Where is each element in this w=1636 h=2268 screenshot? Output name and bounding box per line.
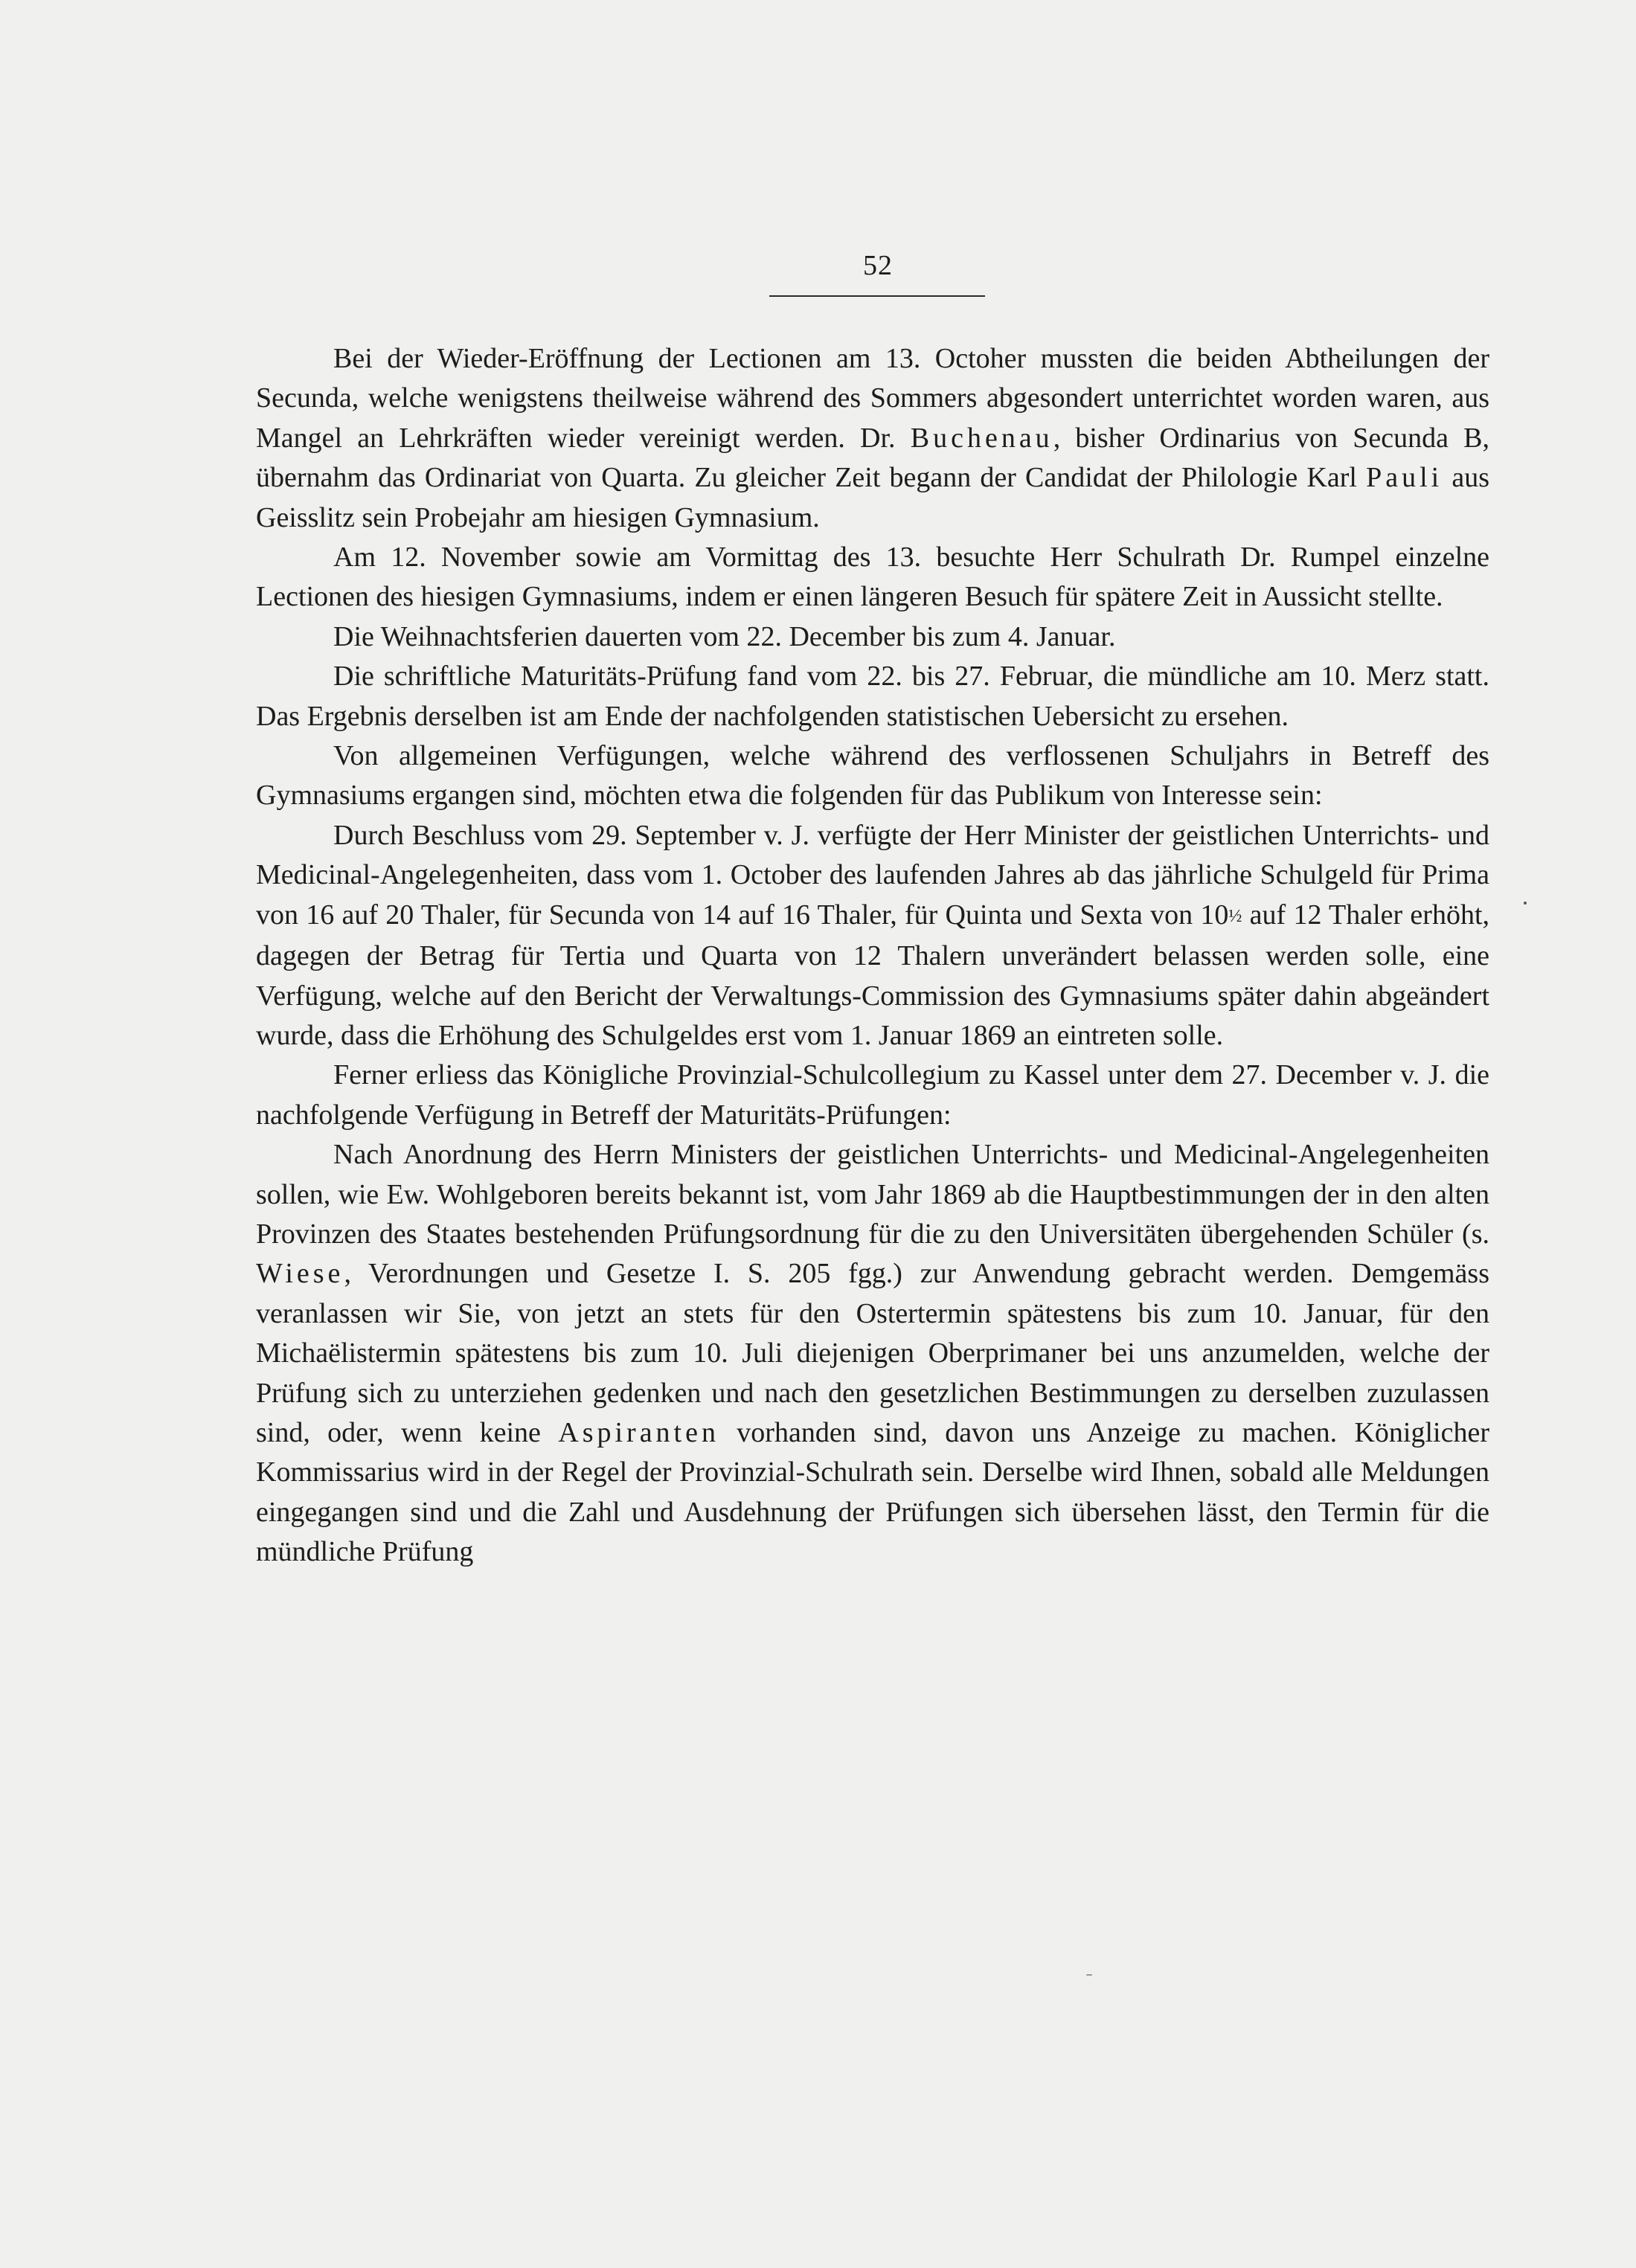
paragraph-exam: Die schriftliche Maturitäts-Prüfung fand vom 22. bis 27. Februar, die mündliche am 10. Merz statt. Das Ergebnis derselben ist am Ende der nachfolgenden statistischen Uebersicht zu ersehen. <box>256 661 1489 732</box>
text-run: Durch Beschluss vom 29. September v. J. verfügte der Herr Minister der geistlichen Unterrichts- und Medicinal-Angelegenheiten, dass vom 1. October des laufenden Jahres ab das jährliche Schulgeld für Prima von 16 auf 20 Thaler, für Secunda von 14 auf 16 Thaler, für Quinta und Sexta von 10 <box>256 819 1489 931</box>
scan-speck <box>1086 1974 1092 1976</box>
text-run: Nach Anordnung des Herrn Ministers der geistlichen Unterrichts- und Medicinal-Angelegenheiten sollen, wie Ew. Wohlgeboren bereits bekannt ist, vom Jahr 1869 ab die Hauptbestimmungen der in den alten Provinzen des Staates bestehenden Prüfungsordnung für die zu den Universitäten übergehenden Schüler (s. <box>256 1139 1489 1250</box>
body-text <box>256 339 1489 1572</box>
scan-speck <box>1524 902 1527 905</box>
paragraph-collegium-decree: Ferner erliess das Königliche Provinzial-Schulcollegium zu Kassel unter dem 27. December v. J. die nachfolgende Verfügung in Betreff der Maturitäts-Prüfungen: <box>256 1059 1489 1131</box>
text-run: auf 12 Thaler erhöht, dagegen der Betrag für Tertia und Quarta von 12 Thalern unverändert belassen werden solle, eine Verfügung, welche auf den Bericht der Verwaltungs-Commission des Gymnasiums später dahin abgeändert wurde, dass die Erhöhung des Schulgeldes erst vom 1. Januar 1869 an eintreten solle. <box>256 899 1489 1051</box>
paragraph-decree-text <box>256 1135 1489 1572</box>
paragraph-holidays: Die Weihnachtsferien dauerten vom 22. December bis zum 4. Januar. <box>333 620 1116 652</box>
page-number: 52 <box>863 250 893 281</box>
text-run: , Verordnungen und Gesetze I. S. 205 fgg.) zur Anwendung gebracht werden. Demgemäss veranlassen wir Sie, von jetzt an stets für den Ostertermin spätestens bis zum 10. Januar, für den Michaëlistermin spätestens bis zum 10. Juli diejenigen Oberprimaner bei uns anzumelden, welche der Prüfung sich zu unterziehen gedenken und nach den gesetzlichen Bestimmungen zu derselben zuzulassen sind, oder, wenn keine <box>256 1258 1489 1448</box>
text-run: aus Geisslitz sein Probejahr am hiesigen Gymnasium. <box>256 462 1489 533</box>
spaced-word: Aspiranten <box>558 1416 719 1448</box>
person-name: Pauli <box>1366 462 1443 494</box>
fraction: ½ <box>1228 906 1242 926</box>
paragraph-reopening <box>256 339 1489 538</box>
paragraph-inspection: Am 12. November sowie am Vormittag des 13. besuchte Herr Schulrath Dr. Rumpel einzelne Lectionen des hiesigen Gymnasiums, indem er einen längeren Besuch für spätere Zeit in Aussicht stellte. <box>256 542 1489 613</box>
text-run: Bei der Wieder-Eröffnung der Lectionen am 13. Octoher mussten die beiden Abtheilungen der Secunda, welche wenigstens theilweise während des Sommers abgesondert unterrichtet worden waren, aus Mangel an Lehrkräften wieder vereinigt werden. Dr. <box>256 343 1489 454</box>
text-run: , bisher Ordinarius von Secunda B, übernahm das Ordinariat von Quarta. Zu gleicher Zeit begann der Candidat der Philologie Karl <box>256 422 1489 494</box>
paragraph-school-fees <box>256 816 1489 1056</box>
paragraph-decrees-intro: Von allgemeinen Verfügungen, welche während des verflossenen Schuljahrs in Betreff des Gymnasiums ergangen sind, möchten etwa die folgenden für das Publikum von Interesse sein: <box>256 740 1489 812</box>
person-name: Wiese <box>256 1258 344 1290</box>
person-name: Buchenau <box>910 422 1053 454</box>
header-rule <box>769 295 985 297</box>
text-run: vorhanden sind, davon uns Anzeige zu machen. Königlicher Kommissarius wird in der Regel der Provinzial-Schulrath sein. Derselbe wird Ihnen, sobald alle Meldungen eingegangen sind und die Zahl und Ausdehnung der Prüfungen sich übersehen lässt, den Termin für die mündliche Prüfung <box>256 1416 1489 1568</box>
